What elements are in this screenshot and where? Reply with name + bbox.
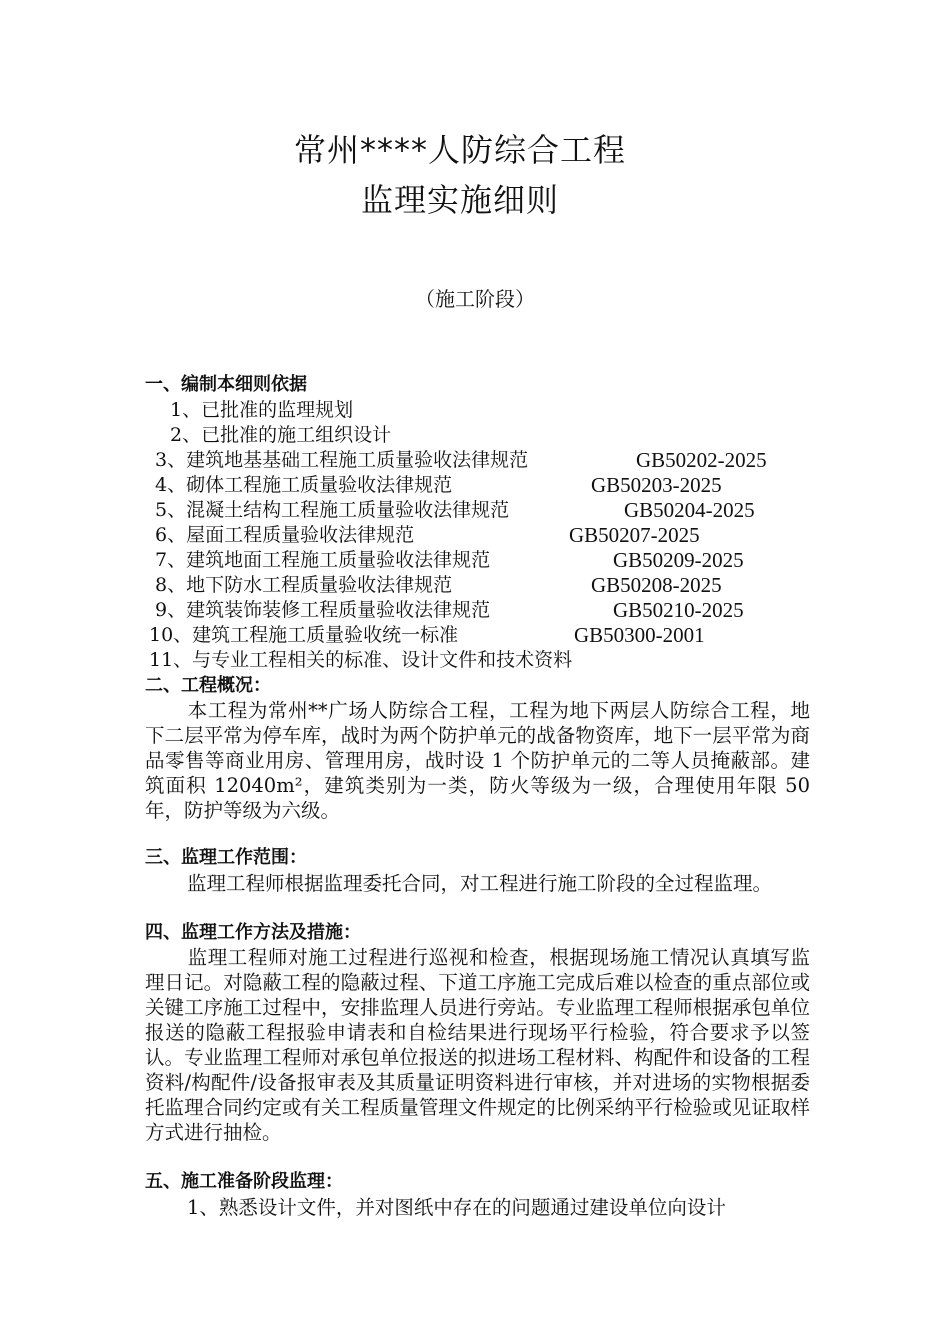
basis-item-3: 3、建筑地基基础工程施工质量验收法律规范 [155, 449, 529, 471]
basis-item-10-code: GB50300-2001 [574, 623, 705, 647]
section3-paragraph [145, 871, 810, 896]
section5-paragraph [145, 1195, 810, 1220]
section2-heading: 二、工程概况： [145, 675, 271, 696]
basis-item-2: 2、已批准的施工组织设计 [170, 424, 392, 446]
basis-item-5-code: GB50204-2025 [624, 498, 755, 522]
section5-body: 1、熟悉设计文件，并对图纸中存在的问题通过建设单位向设计 [187, 1196, 726, 1219]
document-title-line2: 监理实施细则 [360, 181, 559, 219]
section3-body: 监理工程师根据监理委托合同，对工程进行施工阶段的全过程监理。 [187, 872, 773, 895]
basis-item-6: 6、屋面工程质量验收法律规范 [155, 524, 415, 546]
section5-heading: 五、施工准备阶段监理： [145, 1171, 343, 1192]
basis-item-5: 5、混凝土结构工程施工质量验收法律规范 [155, 499, 510, 521]
basis-item-8-code: GB50208-2025 [591, 573, 722, 597]
section3-heading: 三、监理工作范围： [145, 847, 307, 868]
section2-body: 本工程为常州**广场人防综合工程，工程为地下两层人防综合工程，地下二层平常为停车库，战时为两个防护单元的战备物资库，地下一层平常为商品零售等商业用房、管理用房，战时设 1 个防护单元的二等人员掩蔽部。建筑面积 12040m²，建筑类别为一类，防火等级为一级，合理使用年限 50 年，防护等级为六级。 [145, 699, 810, 822]
basis-item-10: 10、建筑工程施工质量验收统一标准 [149, 624, 459, 646]
basis-item-4: 4、砌体工程施工质量验收法律规范 [155, 474, 453, 496]
basis-item-11: 11、与专业工程相关的标准、设计文件和技术资料 [149, 649, 573, 671]
basis-item-9: 9、建筑装饰装修工程质量验收法律规范 [155, 599, 491, 621]
basis-item-9-code: GB50210-2025 [613, 598, 744, 622]
basis-item-8: 8、地下防水工程质量验收法律规范 [155, 574, 453, 596]
section4-paragraph [145, 945, 810, 1145]
basis-item-4-code: GB50203-2025 [591, 473, 722, 497]
section4-body: 监理工程师对施工过程进行巡视和检查，根据现场施工情况认真填写监理日记。对隐蔽工程的隐蔽过程、下道工序施工完成后难以检查的重点部位或关键工序施工过程中，安排监理人员进行旁站。专业监理工程师根据承包单位报送的隐蔽工程报验申请表和自检结果进行现场平行检验，符合要求予以签认。专业监理工程师对承包单位报送的拟进场工程材料、构配件和设备的工程资料/构配件/设备报审表及其质量证明资料进行审核，并对进场的实物根据委托监理合同约定或有关工程质量管理文件规定的比例采纳平行检验或见证取样方式进行抽检。 [145, 946, 810, 1144]
basis-item-7: 7、建筑地面工程施工质量验收法律规范 [155, 549, 491, 571]
basis-item-3-code: GB50202-2025 [636, 448, 767, 472]
basis-item-1: 1、已批准的监理规划 [170, 399, 354, 421]
basis-item-6-code: GB50207-2025 [569, 523, 700, 547]
section4-heading: 四、监理工作方法及措施： [145, 922, 361, 943]
basis-item-7-code: GB50209-2025 [613, 548, 744, 572]
section2-paragraph [145, 698, 810, 823]
document-title-line1: 常州****人防综合工程 [293, 131, 626, 169]
document-subtitle: （施工阶段） [415, 287, 535, 311]
section1-heading: 一、编制本细则依据 [145, 374, 307, 395]
